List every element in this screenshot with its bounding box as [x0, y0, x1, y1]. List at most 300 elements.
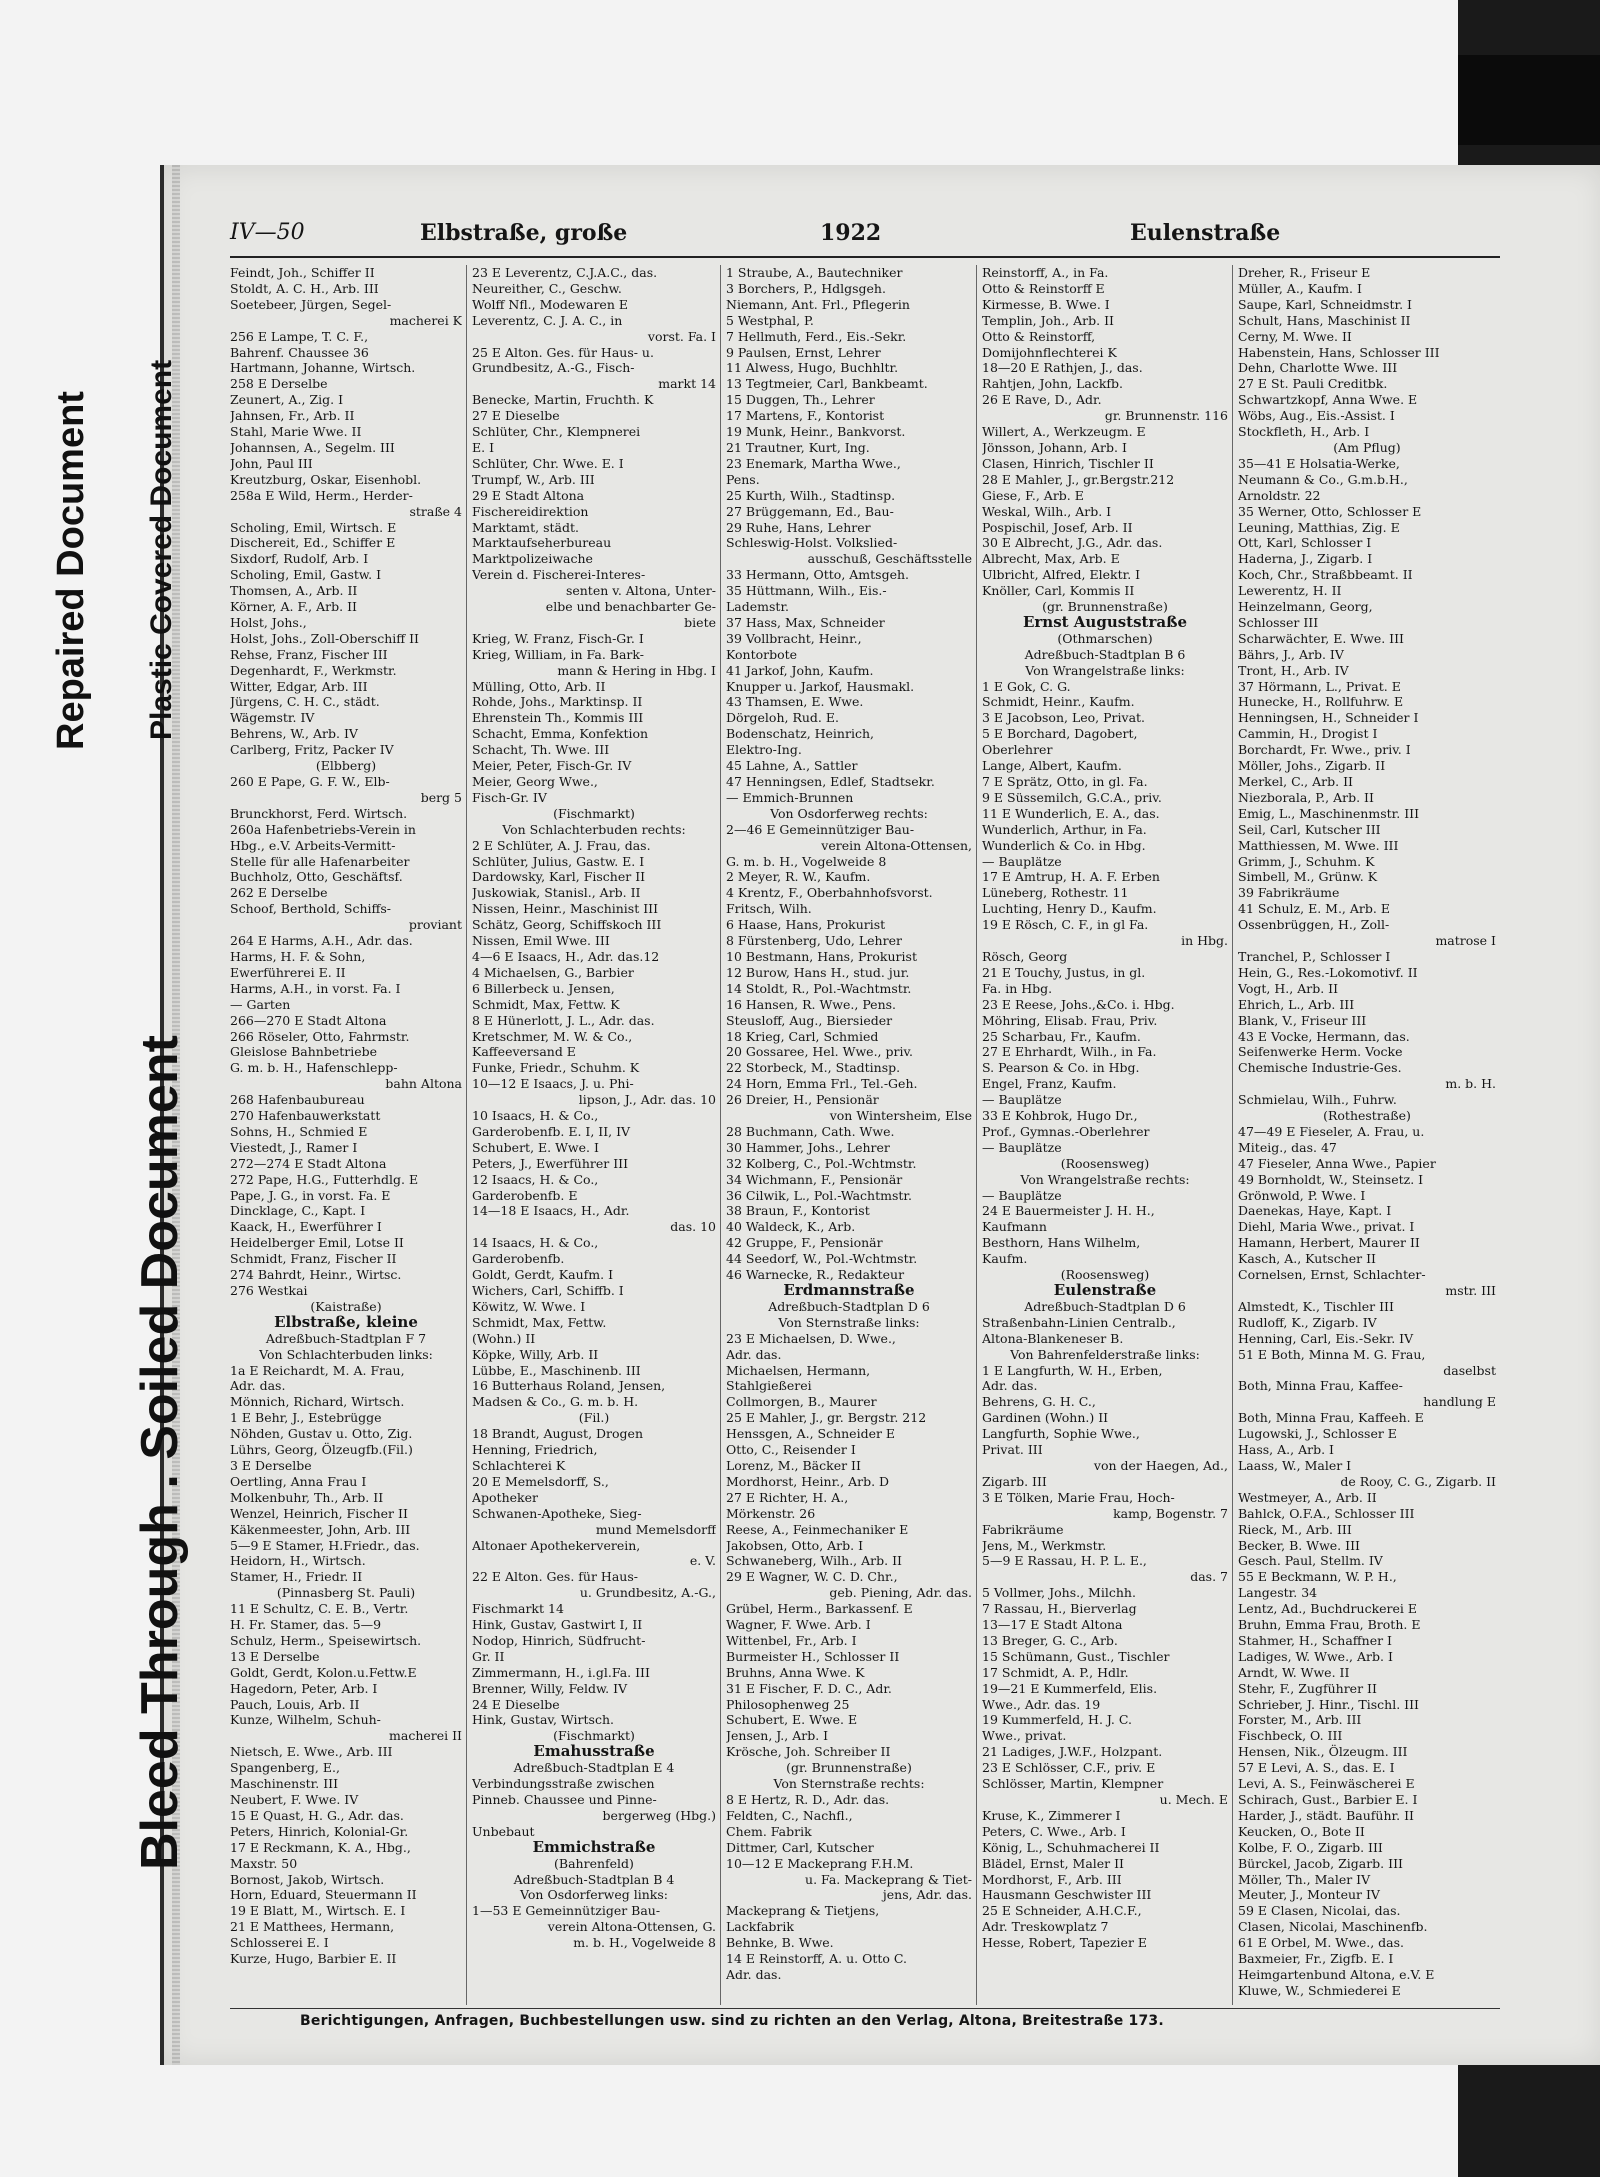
directory-entry: 33 E Kohbrok, Hugo Dr., [982, 1108, 1138, 1124]
directory-entry: Knupper u. Jarkof, Hausmakl. [726, 678, 915, 694]
directory-entry: Wägemstr. IV [230, 710, 315, 726]
directory-entry: Madsen & Co., G. m. b. H. [472, 1394, 639, 1410]
directory-entry: Reinstorff, A., in Fa. [982, 265, 1109, 280]
directory-entry: Peters, Hinrich, Kolonial-Gr. [230, 1823, 409, 1839]
directory-entry: das. 7 [1190, 1569, 1228, 1585]
directory-entry: Mönnich, Richard, Wirtsch. [230, 1394, 405, 1410]
directory-entry: Leverentz, C. J. A. C., in [472, 312, 623, 328]
directory-entry: Bruhns, Anna Wwe. K [726, 1664, 865, 1680]
directory-entry: 47 Fieseler, Anna Wwe., Papier [1238, 1155, 1436, 1171]
directory-entry: Altonaer Apothekerverein, [472, 1537, 641, 1553]
directory-entry: Schlösser, Martin, Klempner [982, 1776, 1164, 1792]
street-heading: Eulenstraße [1053, 1283, 1157, 1299]
directory-entry: ausschuß, Geschäftsstelle [807, 551, 972, 567]
directory-entry: Lentz, Ad., Buchdruckerei E [1238, 1601, 1418, 1617]
directory-entry: 6 Billerbeck u. Jensen, [472, 980, 615, 996]
directory-entry: Schmielau, Wilh., Fuhrw. [1238, 1092, 1397, 1108]
directory-entry: 12 Isaacs, H. & Co., [472, 1171, 599, 1187]
directory-entry: 35 Hüttmann, Wilh., Eis.- [726, 583, 887, 599]
directory-entry: 20 E Memelsdorff, S., [472, 1473, 609, 1489]
directory-entry: 17 E Amtrup, H. A. F. Erben [982, 869, 1160, 885]
directory-entry: Marktamt, städt. [472, 519, 579, 535]
directory-entry: Horn, Eduard, Steuermann II [230, 1887, 417, 1903]
directory-entry: Krösche, Joh. Schreiber II [726, 1744, 891, 1760]
directory-entry: Schult, Hans, Maschinist II [1238, 312, 1411, 328]
directory-entry: Chemische Industrie-Ges. [1238, 1060, 1402, 1076]
directory-entry: 12 Burow, Hans H., stud. jur. [726, 964, 910, 980]
directory-entry: Wolff Nfl., Modewaren E [472, 296, 628, 312]
directory-entry: Käkenmeester, John, Arb. III [230, 1521, 411, 1537]
directory-entry: Wagner, F. Wwe. Arb. I [726, 1617, 871, 1633]
directory-entry: biete [684, 614, 716, 630]
directory-entry: Pinneb. Chaussee und Pinne- [472, 1792, 657, 1807]
directory-entry: Besthorn, Hans Wilhelm, [982, 1235, 1141, 1251]
directory-entry: matrose I [1435, 933, 1496, 949]
label-plastic-covered: Plastic Covered Document [145, 359, 178, 740]
directory-entry: 262 E Derselbe [230, 885, 328, 901]
directory-entry: Langestr. 34 [1238, 1585, 1318, 1601]
directory-entry: proviant [408, 917, 462, 933]
directory-entry: Daenekas, Haye, Kapt. I [1238, 1203, 1392, 1219]
directory-entry: Wwe., privat. [982, 1728, 1067, 1744]
directory-entry: Tranchel, P., Schlosser I [1238, 948, 1391, 964]
directory-entry: 51 E Both, Minna M. G. Frau, [1238, 1346, 1426, 1362]
directory-entry: Fischmarkt 14 [472, 1601, 564, 1617]
directory-entry: Adreßbuch-Stadtplan E 4 [513, 1760, 675, 1776]
directory-entry: Clasen, Nicolai, Maschinenfb. [1238, 1919, 1428, 1935]
directory-entry: Schwartzkopf, Anna Wwe. E [1238, 392, 1418, 408]
directory-entry: — Bauplätze [982, 1092, 1062, 1108]
directory-entry: Ewerführerei E. II [230, 964, 346, 980]
directory-entry: Haderna, J., Zigarb. I [1238, 551, 1373, 567]
directory-entry: Michaelsen, Hermann, [726, 1362, 871, 1378]
directory-entry: Albrecht, Max, Arb. E [982, 551, 1120, 567]
directory-entry: Kolbe, F. O., Zigarb. III [1238, 1839, 1383, 1855]
directory-entry: Nöhden, Gustav u. Otto, Zig. [230, 1426, 413, 1442]
directory-entry: Lugowski, J., Schlosser E [1238, 1426, 1397, 1442]
directory-entry: Adr. Treskowplatz 7 [982, 1919, 1109, 1935]
directory-entry: Neureither, C., Geschw. [472, 280, 622, 296]
directory-entry: Körner, A. F., Arb. II [230, 599, 357, 615]
directory-entry: — Emmich-Brunnen [726, 789, 854, 805]
directory-entry: jens, Adr. das. [882, 1887, 972, 1903]
directory-entry: Schubert, E. Wwe. E [726, 1712, 858, 1728]
directory-entry: lipson, J., Adr. das. 10 [578, 1092, 716, 1108]
directory-entry: Gr. II [472, 1648, 505, 1664]
directory-entry: Harder, J., städt. Bauführ. II [1238, 1807, 1414, 1823]
directory-entry: Schmidt, Heinr., Kaufm. [982, 694, 1135, 710]
directory-entry: Lübbe, E., Maschinenb. III [472, 1362, 641, 1378]
directory-entry: Heidelberger Emil, Lotse II [230, 1235, 404, 1251]
directory-entry: Henning, Friedrich, [472, 1442, 598, 1458]
directory-entry: 10—12 E Mackeprang F.H.M. [726, 1855, 914, 1871]
directory-entry: 268 Hafenbaubureau [230, 1092, 365, 1108]
directory-entry: Adr. das. [230, 1378, 286, 1394]
directory-entry: Heidorn, H., Wirtsch. [230, 1553, 366, 1569]
directory-entry: 25 Kurth, Wilh., Stadtinsp. [726, 487, 896, 503]
street-heading: Erdmannstraße [783, 1283, 915, 1299]
directory-column-5 [1238, 265, 1496, 2005]
directory-entry: Dischereit, Ed., Schiffer E [230, 535, 396, 551]
directory-entry: 18 Brandt, August, Drogen [472, 1426, 644, 1442]
directory-entry: 2 Meyer, R. W., Kaufm. [726, 869, 871, 885]
directory-entry: 30 E Albrecht, J.G., Adr. das. [982, 535, 1163, 551]
street-heading: Elbstraße, kleine [274, 1314, 418, 1331]
directory-entry: Spangenberg, E., [230, 1760, 340, 1776]
directory-entry: 272—274 E Stadt Altona [230, 1155, 387, 1171]
directory-entry: 25 E Alton. Ges. für Haus- u. [472, 344, 654, 360]
directory-entry: Mordhorst, F., Arb. III [982, 1871, 1122, 1887]
directory-entry: (Am Pflug) [1333, 439, 1401, 455]
directory-entry: Stahlgießerei [726, 1378, 812, 1394]
directory-entry: (Rothestraße) [1323, 1108, 1411, 1124]
directory-entry: Brunckhorst, Ferd. Wirtsch. [230, 805, 408, 821]
directory-entry: 3 E Derselbe [230, 1457, 312, 1473]
directory-entry: Kruse, K., Zimmerer I [982, 1807, 1121, 1823]
directory-entry: Hesse, Robert, Tapezier E [982, 1935, 1148, 1951]
directory-entry: Scharwächter, E. Wwe. III [1238, 630, 1404, 646]
directory-entry: Meier, Peter, Fisch-Gr. IV [472, 758, 632, 774]
directory-entry: John, Paul III [230, 455, 313, 471]
directory-entry: 44 Seedorf, W., Pol.-Wchtmstr. [726, 1251, 918, 1267]
footer-notice: Berichtigungen, Anfragen, Buchbestellungen usw. sind zu richten an den Verlag, Altona, Breitestraße 173. [300, 2013, 1164, 2029]
directory-entry: H. Fr. Stamer, das. 5—9 [230, 1617, 382, 1633]
directory-entry: 256 E Lampe, T. C. F., [230, 328, 369, 344]
directory-entry: (Elbberg) [315, 758, 377, 774]
directory-entry: 19 E Blatt, M., Wirtsch. E. I [230, 1903, 406, 1919]
directory-entry: 19 E Rösch, C. F., in gl Fa. [982, 917, 1149, 933]
directory-entry: — Bauplätze [982, 853, 1062, 869]
directory-entry: 8 Fürstenberg, Udo, Lehrer [726, 933, 902, 949]
directory-entry: Schmidt, Max, Fettw. K [472, 996, 620, 1012]
directory-entry: Grübel, Herm., Barkassenf. E [726, 1601, 913, 1617]
directory-entry: Lüneberg, Rothestr. 11 [982, 885, 1129, 901]
directory-entry: (Fischmarkt) [553, 1728, 635, 1744]
directory-entry: Thomsen, A., Arb. II [230, 583, 358, 599]
directory-entry: Schubert, E. Wwe. I [472, 1139, 599, 1155]
directory-entry: (Roosensweg) [1060, 1267, 1150, 1283]
directory-entry: 22 E Alton. Ges. für Haus- [472, 1569, 638, 1585]
column-divider [1232, 265, 1233, 2005]
directory-entry: Meier, Georg Wwe., [472, 774, 598, 789]
directory-entry: Von Sternstraße links: [778, 1314, 920, 1330]
directory-entry: Rieck, M., Arb. III [1238, 1521, 1352, 1537]
directory-entry: Marktaufseherbureau [472, 535, 612, 551]
directory-entry: 15 Schümann, Gust., Tischler [982, 1648, 1170, 1664]
directory-entry: 14 Isaacs, H. & Co., [472, 1235, 599, 1251]
directory-entry: Rohde, Johs., Marktinsp. II [472, 694, 643, 710]
directory-entry: (Fil.) [578, 1410, 610, 1426]
directory-entry: 16 Butterhaus Roland, Jensen, [472, 1378, 666, 1394]
street-heading: Emmichstraße [532, 1839, 656, 1856]
directory-entry: Elektro-Ing. [726, 742, 802, 758]
directory-entry: Kaffeeversand E [472, 1044, 576, 1060]
directory-entry: Scholing, Emil, Wirtsch. E [230, 519, 397, 535]
directory-entry: G. m. b. H., Hafenschlepp- [230, 1060, 398, 1076]
directory-entry: Apotheker [472, 1489, 538, 1505]
directory-entry: Diehl, Maria Wwe., privat. I [1238, 1219, 1415, 1235]
directory-entry: Fa. in Hbg. [982, 980, 1053, 996]
directory-entry: Emig, L., Maschinenmstr. III [1238, 805, 1420, 821]
directory-entry: E. I [472, 439, 495, 455]
directory-entry: Altona-Blankeneser B. [982, 1330, 1124, 1346]
directory-entry: markt 14 [658, 376, 716, 392]
directory-entry: Bornost, Jakob, Wirtsch. [230, 1871, 385, 1887]
directory-entry: Von Bahrenfelderstraße links: [1010, 1346, 1200, 1362]
directory-entry: Cornelsen, Ernst, Schlachter- [1238, 1267, 1426, 1283]
directory-entry: Lange, Albert, Kaufm. [982, 758, 1122, 774]
directory-entry: Sohns, H., Schmied E [230, 1123, 368, 1139]
directory-entry: Knöller, Carl, Kommis II [982, 583, 1135, 599]
directory-entry: Ulbricht, Alfred, Elektr. I [982, 567, 1141, 583]
directory-entry: Saupe, Karl, Schneidmstr. I [1238, 296, 1412, 312]
directory-entry: 2 E Schlüter, A. J. Frau, das. [472, 837, 651, 853]
directory-entry: 27 E Dieselbe [472, 408, 560, 424]
directory-entry: Niezborala, P., Arb. II [1238, 789, 1374, 805]
directory-entry: Von Wrangelstraße links: [1025, 662, 1185, 678]
directory-entry: Hensen, Nik., Ölzeugm. III [1238, 1744, 1408, 1760]
directory-entry: Arnoldstr. 22 [1238, 487, 1321, 503]
page-header [230, 220, 1500, 258]
directory-entry: Mörkenstr. 26 [726, 1505, 816, 1521]
directory-entry: Dincklage, C., Kapt. I [230, 1203, 366, 1219]
directory-entry: Lührs, Georg, Ölzeugfb.(Fil.) [230, 1442, 413, 1458]
directory-entry: Schlüter, Chr. Wwe. E. I [472, 455, 624, 471]
directory-entry: Viestedt, J., Ramer I [230, 1139, 358, 1155]
directory-entry: Trumpf, W., Arb. III [472, 471, 595, 487]
directory-entry: senten v. Altona, Unter- [565, 583, 716, 599]
directory-entry: 40 Waldeck, K., Arb. [726, 1219, 856, 1235]
directory-entry: mstr. III [1445, 1283, 1496, 1298]
directory-entry: Nissen, Emil Wwe. III [472, 933, 610, 949]
directory-entry: Habenstein, Hans, Schlosser III [1238, 344, 1440, 360]
directory-entry: Henning, Carl, Eis.-Sekr. IV [1238, 1330, 1414, 1346]
directory-entry: 3 E Tölken, Marie Frau, Hoch- [982, 1489, 1175, 1505]
directory-entry: Hamann, Herbert, Maurer II [1238, 1235, 1420, 1251]
directory-entry: Westmeyer, A., Arb. II [1238, 1489, 1377, 1505]
directory-entry: Stockfleth, H., Arb. I [1238, 424, 1370, 440]
directory-entry: 2—46 E Gemeinnütziger Bau- [726, 821, 915, 837]
directory-entry: Krieg, W. Franz, Fisch-Gr. I [472, 630, 644, 646]
directory-entry: Behrens, G. H. C., [982, 1394, 1096, 1410]
directory-entry: Collmorgen, B., Maurer [726, 1394, 877, 1410]
directory-entry: Lorenz, M., Bäcker II [726, 1457, 861, 1473]
directory-entry: 13 Tegtmeier, Carl, Bankbeamt. [726, 376, 928, 392]
directory-entry: Adreßbuch-Stadtplan D 6 [1024, 1298, 1186, 1314]
directory-entry: Feindt, Joh., Schiffer II [230, 265, 375, 280]
directory-entry: Funke, Friedr., Schuhm. K [472, 1060, 640, 1076]
directory-entry: Adreßbuch-Stadtplan F 7 [265, 1330, 427, 1346]
directory-entry: Becker, B. Wwe. III [1238, 1537, 1360, 1553]
directory-entry: 21 E Touchy, Justus, in gl. [982, 964, 1146, 980]
directory-entry: 258a E Wild, Herm., Herder- [230, 487, 413, 503]
directory-entry: 61 E Orbel, M. Wwe., das. [1238, 1935, 1404, 1951]
page-number: IV—50 [230, 220, 305, 245]
directory-entry: 31 E Fischer, F. D. C., Adr. [726, 1680, 892, 1696]
directory-entry: 10 Bestmann, Hans, Prokurist [726, 948, 917, 964]
directory-entry: Wenzel, Heinrich, Fischer II [230, 1505, 408, 1521]
directory-entry: Dörgeloh, Rud. E. [726, 710, 839, 726]
directory-entry: Neumann & Co., G.m.b.H., [1238, 471, 1408, 487]
directory-entry: Wunderlich & Co. in Hbg. [982, 837, 1146, 853]
directory-entry: macherei II [389, 1728, 462, 1744]
directory-entry: 4 Michaelsen, G., Barbier [472, 964, 634, 980]
directory-entry: Rehse, Franz, Fischer III [230, 646, 388, 662]
directory-entry: 15 Duggen, Th., Lehrer [726, 392, 875, 408]
directory-entry: 11 E Wunderlich, E. A., das. [982, 805, 1160, 821]
directory-entry: (Othmarschen) [1057, 630, 1153, 646]
scanner-corner-shadow [1458, 55, 1600, 145]
directory-entry: 8 E Hünerlott, J. L., Adr. das. [472, 1012, 655, 1028]
directory-entry: Otto, C., Reisender I [726, 1442, 856, 1458]
directory-entry: 21 E Matthees, Hermann, [230, 1919, 395, 1935]
directory-entry: Merkel, C., Arb. II [1238, 774, 1353, 789]
directory-entry: Seifenwerke Herm. Vocke [1238, 1044, 1403, 1060]
directory-entry: Levi, A. S., Feinwäscherei E [1238, 1776, 1415, 1792]
directory-entry: 14 Stoldt, R., Pol.-Wachtmstr. [726, 980, 912, 996]
directory-entry: Harms, H. F. & Sohn, [230, 948, 366, 964]
directory-entry: Marktpolizeiwache [472, 551, 593, 567]
directory-entry: 34 Wichmann, F., Pensionär [726, 1171, 903, 1187]
directory-entry: 4—6 E Isaacs, H., Adr. das.12 [472, 948, 660, 964]
directory-entry: Templin, Joh., Arb. II [982, 312, 1114, 328]
directory-entry: Möhring, Elisab. Frau, Priv. [982, 1012, 1158, 1028]
directory-entry: 11 E Schultz, C. E. B., Vertr. [230, 1601, 409, 1617]
directory-entry: Dardowsky, Karl, Fischer II [472, 869, 646, 885]
directory-entry: daselbst [1443, 1362, 1496, 1378]
directory-entry: Laass, W., Maler I [1238, 1457, 1352, 1473]
directory-column-1 [230, 265, 462, 2005]
directory-entry: Engel, Franz, Kaufm. [982, 1076, 1117, 1092]
directory-entry: 23 Enemark, Martha Wwe., [726, 455, 901, 471]
directory-entry: 6 Haase, Hans, Prokurist [726, 917, 886, 933]
directory-entry: Stamer, H., Friedr. II [230, 1569, 363, 1585]
directory-entry: 272 Pape, H.G., Futterhdlg. E [230, 1171, 419, 1187]
directory-entry: Borchardt, Fr. Wwe., priv. I [1238, 742, 1411, 758]
directory-entry: Schwanen-Apotheke, Sieg- [472, 1505, 642, 1521]
directory-entry: Schoof, Berthold, Schiffs- [230, 901, 392, 917]
directory-entry: Peters, C. Wwe., Arb. I [982, 1823, 1126, 1839]
directory-entry: Goldt, Gerdt, Kolon.u.Fettw.E [230, 1664, 417, 1680]
directory-entry: Bürckel, Jacob, Zigarb. III [1238, 1855, 1403, 1871]
directory-entry: 5—9 E Rassau, H. P. L. E., [982, 1553, 1147, 1569]
left-street-title: Elbstraße, große [420, 220, 628, 246]
directory-entry: Möller, Johs., Zigarb. II [1238, 758, 1386, 774]
directory-entry: Benecke, Martin, Fruchth. K [472, 392, 654, 408]
directory-entry: 5 Vollmer, Johs., Milchh. [982, 1585, 1136, 1601]
directory-entry: Zigarb. III [982, 1473, 1047, 1489]
directory-entry: (Bahrenfeld) [554, 1855, 634, 1871]
directory-entry: Dittmer, Carl, Kutscher [726, 1839, 874, 1855]
directory-entry: Von Wrangelstraße rechts: [1020, 1171, 1190, 1187]
directory-entry: 10 Isaacs, H. & Co., [472, 1108, 599, 1124]
directory-entry: Mordhorst, Heinr., Arb. D [726, 1473, 890, 1489]
directory-entry: 23 E Leverentz, C.J.A.C., das. [472, 265, 658, 280]
directory-entry: Garderobenfb. [472, 1251, 565, 1267]
directory-entry: Luchting, Henry D., Kaufm. [982, 901, 1157, 917]
directory-entry: Henningsen, H., Schneider I [1238, 710, 1419, 726]
directory-entry: 28 E Mahler, J., gr.Bergstr.212 [982, 471, 1175, 487]
directory-entry: Fischereidirektion [472, 503, 589, 519]
directory-entry: 57 E Levi, A. S., das. E. I [1238, 1760, 1395, 1776]
directory-entry: 22 Storbeck, M., Stadtinsp. [726, 1060, 901, 1076]
directory-entry: Behnke, B. Wwe. [726, 1935, 834, 1951]
directory-entry: 7 E Sprätz, Otto, in gl. Fa. [982, 774, 1148, 789]
directory-entry: Behrens, W., Arb. IV [230, 726, 358, 742]
directory-entry: Pospischil, Josef, Arb. II [982, 519, 1133, 535]
directory-entry: 23 E Reese, Johs.,&Co. i. Hbg. [982, 996, 1175, 1012]
directory-entry: 38 Braun, F., Kontorist [726, 1203, 870, 1219]
directory-entry: Matthiessen, M. Wwe. III [1238, 837, 1399, 853]
directory-entry: 276 Westkai [230, 1283, 308, 1298]
directory-entry: Fisch-Gr. IV [472, 789, 547, 805]
directory-entry: 260 E Pape, G. F. W., Elb- [230, 774, 390, 789]
directory-entry: Hausmann Geschwister III [982, 1887, 1152, 1903]
directory-entry: 42 Gruppe, F., Pensionär [726, 1235, 883, 1251]
directory-entry: 11 Alwess, Hugo, Buchhltr. [726, 360, 899, 376]
directory-entry: Kunze, Wilhelm, Schuh- [230, 1712, 381, 1728]
directory-entry: Witter, Edgar, Arb. III [230, 678, 368, 694]
directory-entry: Henssgen, A., Schneider E [726, 1426, 896, 1442]
directory-entry: Nietsch, E. Wwe., Arb. III [230, 1744, 393, 1760]
directory-entry: Jakobsen, Otto, Arb. I [726, 1537, 864, 1553]
directory-entry: Stelle für alle Hafenarbeiter [230, 853, 410, 869]
directory-entry: 36 Cilwik, L., Pol.-Wachtmstr. [726, 1187, 912, 1203]
directory-entry: Krieg, William, in Fa. Bark- [472, 646, 644, 662]
directory-entry: Peters, J., Ewerführer III [472, 1155, 629, 1171]
directory-entry: 29 E Wagner, W. C. D. Chr., [726, 1569, 898, 1585]
directory-entry: Holst, Johs., [230, 614, 307, 630]
directory-entry: vorst. Fa. I [647, 328, 716, 344]
directory-entry: Schrieber, J. Hinr., Tischl. III [1238, 1696, 1419, 1712]
directory-entry: Adr. das. [982, 1378, 1038, 1394]
directory-entry: Wwe., Adr. das. 19 [982, 1696, 1101, 1712]
directory-entry: 7 Hellmuth, Ferd., Eis.-Sekr. [726, 328, 907, 344]
directory-entry: Feldten, C., Nachfl., [726, 1807, 853, 1823]
directory-entry: 26 E Rave, D., Adr. [982, 392, 1102, 408]
directory-entry: 270 Hafenbauwerkstatt [230, 1108, 381, 1124]
directory-entry: Burmeister H., Schlosser II [726, 1648, 900, 1664]
directory-entry: Mülling, Otto, Arb. II [472, 678, 606, 694]
directory-entry: Sixdorf, Rudolf, Arb. I [230, 551, 369, 567]
directory-entry: Soetebeer, Jürgen, Segel- [230, 296, 392, 312]
directory-entry: Ladiges, W. Wwe., Arb. I [1238, 1648, 1393, 1664]
directory-entry: 30 Hammer, Johs., Lehrer [726, 1139, 890, 1155]
directory-entry: 29 E Stadt Altona [472, 487, 585, 503]
street-heading: Ernst Auguststraße [1022, 614, 1188, 631]
directory-entry: bergerweg (Hbg.) [602, 1807, 716, 1823]
directory-entry: Molkenbuhr, Th., Arb. II [230, 1489, 384, 1505]
directory-entry: Hink, Gustav, Wirtsch. [472, 1712, 614, 1728]
directory-entry: Wöbs, Aug., Eis.-Assist. I [1238, 408, 1395, 424]
directory-entry: 17 Martens, F., Kontorist [726, 408, 885, 424]
directory-entry: Wichers, Carl, Schiffb. I [472, 1283, 624, 1298]
directory-entry: 17 E Reckmann, K. A., Hbg., [230, 1839, 411, 1855]
directory-entry: Kontorbote [726, 646, 798, 662]
directory-entry: Schlüter, Chr., Klempnerei [472, 424, 641, 440]
directory-entry: Wunderlich, Arthur, in Fa. [982, 821, 1147, 837]
directory-entry: 7 Rassau, H., Bierverlag [982, 1601, 1137, 1617]
directory-entry: Möller, Th., Maler IV [1238, 1871, 1371, 1887]
directory-entry: Fischbeck, O. III [1238, 1728, 1343, 1744]
street-heading: Emahusstraße [533, 1744, 655, 1761]
directory-entry: Straßenbahn-Linien Centralb., [982, 1314, 1176, 1330]
directory-entry: Jönsson, Johann, Arb. I [982, 439, 1127, 455]
directory-entry: Schmidt, Franz, Fischer II [230, 1251, 397, 1267]
directory-entry: 258 E Derselbe [230, 376, 328, 392]
directory-entry: Adreßbuch-Stadtplan D 6 [768, 1298, 930, 1314]
directory-entry: 19—21 E Kummerfeld, Elis. [982, 1680, 1158, 1696]
